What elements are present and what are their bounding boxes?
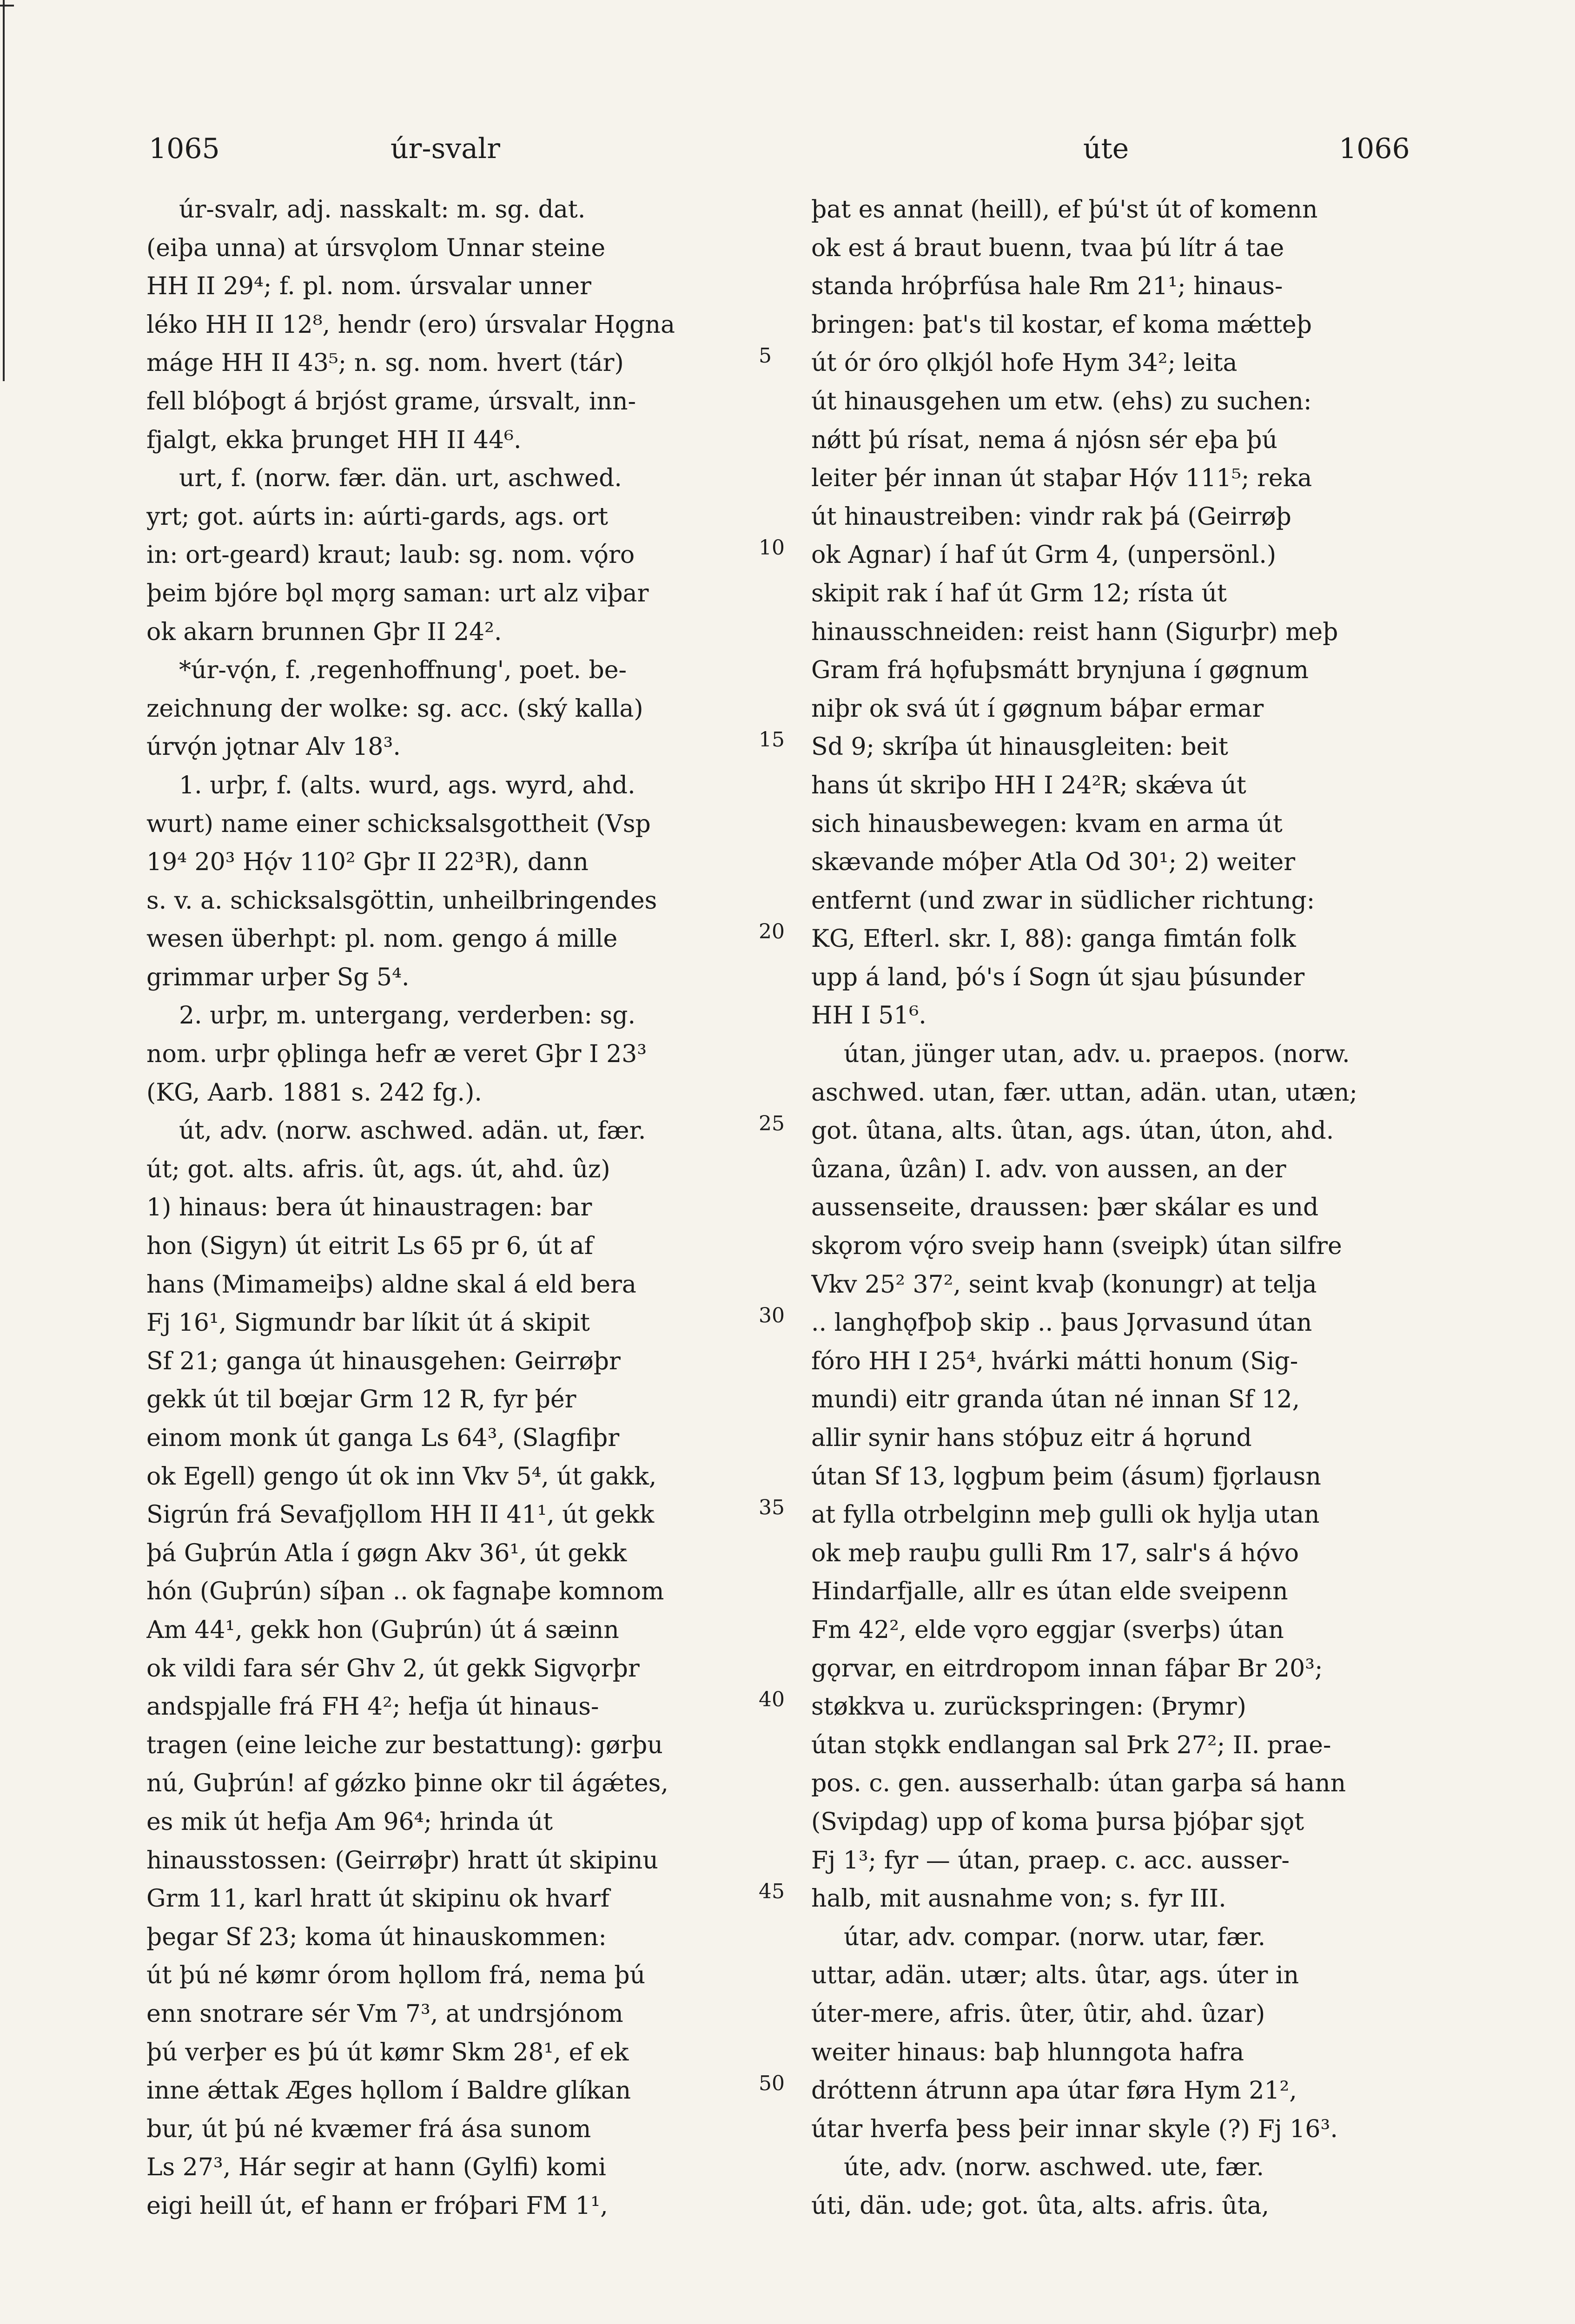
text-line: úrvǫ́n jǫtnar Alv 18³. bbox=[146, 733, 401, 761]
line-number: 20 bbox=[759, 920, 785, 944]
right-page-number: 1066 bbox=[1339, 132, 1410, 165]
text-line: Hindarfjalle, allr es útan elde sveipenn bbox=[811, 1578, 1288, 1606]
text-line: mundi) eitr granda útan né innan Sf 12, bbox=[811, 1386, 1300, 1414]
text-line: Sd 9; skríþa út hinausgleiten: beit bbox=[811, 733, 1228, 761]
text-line: ok vildi fara sér Ghv 2, út gekk Sigvǫrþr bbox=[146, 1654, 640, 1683]
text-line: Am 44¹, gekk hon (Guþrún) út á sæinn bbox=[146, 1616, 619, 1644]
text-line: út; got. alts. afris. ût, ags. út, ahd. ûz) bbox=[146, 1155, 610, 1183]
text-line: þat es annat (heill), ef þú'st út of komenn bbox=[811, 196, 1318, 224]
line-number: 35 bbox=[759, 1496, 785, 1520]
text-line: skipit rak í haf út Grm 12; rísta út bbox=[811, 579, 1227, 607]
text-line: útan, jünger utan, adv. u. praepos. (norw. bbox=[844, 1040, 1350, 1069]
text-line: fóro HH I 25⁴, hvárki mátti honum (Sig- bbox=[811, 1347, 1298, 1375]
text-line: got. ûtana, alts. ûtan, ags. útan, úton, ahd. bbox=[811, 1117, 1334, 1145]
text-line: yrt; got. aúrts in: aúrti-gards, ags. ort bbox=[146, 502, 609, 531]
text-line: (Svipdag) upp of koma þursa þjóþar sjǫt bbox=[811, 1808, 1304, 1836]
text-line: .. langhǫfþoþ skip .. þaus Jǫrvasund útan bbox=[811, 1309, 1312, 1337]
text-line: 2. urþr, m. untergang, verderben: sg. bbox=[179, 1002, 636, 1030]
text-line: úte, adv. (norw. aschwed. ute, fær. bbox=[844, 2153, 1264, 2182]
text-line: bringen: þat's til kostar, ef koma mǽtteþ bbox=[811, 310, 1312, 339]
text-line: leiter þér innan út staþar Hǫ́v 111⁵; reka bbox=[811, 464, 1312, 493]
text-line: ûzana, ûzân) I. adv. von aussen, an der bbox=[811, 1155, 1286, 1183]
text-line: þá Guþrún Atla í gøgn Akv 36¹, út gekk bbox=[146, 1539, 627, 1567]
text-line: at fylla otrbelginn meþ gulli ok hylja utan bbox=[811, 1501, 1320, 1529]
page-edge-mark bbox=[3, 0, 5, 381]
text-line: es mik út hefja Am 96⁴; hrinda út bbox=[146, 1808, 553, 1836]
text-line: léko HH II 12⁸, hendr (ero) úrsvalar Hǫgna bbox=[146, 310, 675, 339]
text-line: halb, mit ausnahme von; s. fyr III. bbox=[811, 1885, 1226, 1913]
text-line: (KG, Aarb. 1881 s. 242 fg.). bbox=[146, 1078, 482, 1107]
text-line: út hinaustreiben: vindr rak þá (Geirrøþ bbox=[811, 502, 1291, 531]
text-line: 19⁴ 20³ Hǫ́v 110² Gþr II 22³R), dann bbox=[146, 848, 589, 877]
text-line: 1. urþr, f. (alts. wurd, ags. wyrd, ahd. bbox=[179, 771, 635, 799]
text-line: útar hverfa þess þeir innar skyle (?) Fj 16³. bbox=[811, 2115, 1338, 2143]
text-line: Sigrún frá Sevafjǫllom HH II 41¹, út gekk bbox=[146, 1501, 655, 1529]
text-line: hón (Guþrún) síþan .. ok fagnaþe komnom bbox=[146, 1578, 664, 1606]
line-number: 15 bbox=[759, 728, 785, 752]
text-line: Vkv 25² 37², seint kvaþ (konungr) at telja bbox=[811, 1270, 1317, 1299]
text-line: in: ort-geard) kraut; laub: sg. nom. vǫ́ro bbox=[146, 541, 635, 569]
line-number: 5 bbox=[759, 344, 772, 368]
text-line: grimmar urþer Sg 5⁴. bbox=[146, 963, 410, 991]
text-line: allir synir hans stóþuz eitr á hǫrund bbox=[811, 1424, 1252, 1452]
text-line: nǿtt þú rísat, nema á njósn sér eþa þú bbox=[811, 426, 1278, 454]
text-line: úter-mere, afris. ûter, ûtir, ahd. ûzar) bbox=[811, 2000, 1265, 2028]
line-number: 25 bbox=[759, 1112, 785, 1136]
text-line: andspjalle frá FH 4²; hefja út hinaus- bbox=[146, 1693, 599, 1721]
text-line: urt, f. (norw. fær. dän. urt, aschwed. bbox=[179, 464, 622, 493]
left-column bbox=[146, 191, 755, 2225]
text-line: Sf 21; ganga út hinausgehen: Geirrøþr bbox=[146, 1347, 621, 1375]
text-line: inne ǽttak Æges hǫllom í Baldre glíkan bbox=[146, 2077, 631, 2105]
text-line: skævande móþer Atla Od 30¹; 2) weiter bbox=[811, 848, 1296, 877]
left-page-number: 1065 bbox=[149, 132, 220, 165]
text-line: út, adv. (norw. aschwed. adän. ut, fær. bbox=[179, 1117, 646, 1145]
text-line: fjalgt, ekka þrunget HH II 44⁶. bbox=[146, 426, 522, 454]
text-line: upp á land, þó's í Sogn út sjau þúsunder bbox=[811, 963, 1305, 991]
text-line: ok akarn brunnen Gþr II 24². bbox=[146, 618, 502, 646]
right-column bbox=[811, 191, 1420, 2225]
text-line: HH II 29⁴; f. pl. nom. úrsvalar unner bbox=[146, 272, 592, 301]
text-line: bur, út þú né kvæmer frá ása sunom bbox=[146, 2115, 591, 2143]
text-line: ok meþ rauþu gulli Rm 17, salr's á hǫ́vo bbox=[811, 1539, 1299, 1567]
text-line: uttar, adän. utær; alts. ûtar, ags. úter in bbox=[811, 1961, 1299, 1990]
text-line: nú, Guþrún! af gǿzko þinne okr til ágǽtes, bbox=[146, 1769, 668, 1798]
text-line: skǫrom vǫ́ro sveip hann (sveipk) útan silfre bbox=[811, 1232, 1342, 1261]
text-line: wesen überhpt: pl. nom. gengo á mille bbox=[146, 925, 618, 953]
text-line: þeim bjóre bǫl mǫrg saman: urt alz viþar bbox=[146, 579, 649, 607]
text-line: dróttenn átrunn apa útar føra Hym 21², bbox=[811, 2077, 1297, 2105]
text-line: hinausstossen: (Geirrøþr) hratt út skipinu bbox=[146, 1846, 658, 1875]
text-line: hon (Sigyn) út eitrit Ls 65 pr 6, út af bbox=[146, 1232, 593, 1261]
text-line: (eiþa unna) at úrsvǫlom Unnar steine bbox=[146, 234, 606, 262]
text-line: *úr-vǫ́n, f. ‚regenhoffnung', poet. be- bbox=[179, 656, 627, 685]
text-line: úr-svalr, adj. nasskalt: m. sg. dat. bbox=[179, 196, 586, 224]
page-edge-tick bbox=[0, 5, 14, 7]
text-line: sich hinausbewegen: kvam en arma út bbox=[811, 810, 1283, 838]
text-line: út þú né kømr órom hǫllom frá, nema þú bbox=[146, 1961, 646, 1990]
text-line: niþr ok svá út í gøgnum báþar ermar bbox=[811, 694, 1264, 723]
text-line: útar, adv. compar. (norw. utar, fær. bbox=[844, 1923, 1266, 1951]
text-line: entfernt (und zwar in südlicher richtung: bbox=[811, 886, 1315, 915]
text-line: aschwed. utan, fær. uttan, adän. utan, utæn; bbox=[811, 1078, 1358, 1107]
line-number: 30 bbox=[759, 1304, 785, 1328]
text-line: HH I 51⁶. bbox=[811, 1002, 926, 1030]
text-line: hans (Mimameiþs) aldne skal á eld bera bbox=[146, 1270, 636, 1299]
text-line: aussenseite, draussen: þær skálar es und bbox=[811, 1194, 1319, 1222]
text-line: tragen (eine leiche zur bestattung): gørþu bbox=[146, 1731, 663, 1759]
text-line: Fm 42², elde vǫro eggjar (sverþs) útan bbox=[811, 1616, 1284, 1644]
text-line: Gram frá hǫfuþsmátt brynjuna í gøgnum bbox=[811, 656, 1309, 685]
text-line: nom. urþr ǫþlinga hefr æ veret Gþr I 23³ bbox=[146, 1040, 647, 1069]
text-line: støkkva u. zurückspringen: (Þrymr) bbox=[811, 1693, 1246, 1721]
text-line: Ls 27³, Hár segir at hann (Gylfi) komi bbox=[146, 2153, 606, 2182]
line-number: 40 bbox=[759, 1688, 785, 1712]
text-line: útan Sf 13, lǫgþum þeim (ásum) fjǫrlausn bbox=[811, 1462, 1321, 1491]
text-line: wurt) name einer schicksalsgottheit (Vsp bbox=[146, 810, 651, 838]
text-line: fell blóþogt á brjóst grame, úrsvalt, inn- bbox=[146, 387, 636, 416]
text-line: standa hróþrfúsa hale Rm 21¹; hinaus- bbox=[811, 272, 1283, 301]
text-line: zeichnung der wolke: sg. acc. (ský kalla) bbox=[146, 694, 643, 723]
text-line: hinausschneiden: reist hann (Sigurþr) meþ bbox=[811, 618, 1338, 646]
text-line: ok Agnar) í haf út Grm 4, (unpersönl.) bbox=[811, 541, 1277, 569]
line-number: 50 bbox=[759, 2072, 785, 2096]
text-line: Fj 1³; fyr — útan, praep. c. acc. ausser- bbox=[811, 1846, 1290, 1875]
left-running-headword: úr-svalr bbox=[390, 132, 500, 165]
text-line: Grm 11, karl hratt út skipinu ok hvarf bbox=[146, 1885, 610, 1913]
text-line: gǫrvar, en eitrdropom innan fáþar Br 20³; bbox=[811, 1654, 1323, 1683]
text-line: þú verþer es þú út kømr Skm 28¹, ef ek bbox=[146, 2038, 629, 2067]
line-number: 45 bbox=[759, 1880, 785, 1904]
text-line: ok Egell) gengo út ok inn Vkv 5⁴, út gakk, bbox=[146, 1462, 657, 1491]
text-line: úti, dän. ude; got. ûta, alts. afris. ûta, bbox=[811, 2192, 1270, 2220]
text-line: hans út skriþo HH I 24²R; skǽva út bbox=[811, 771, 1246, 799]
text-line: enn snotrare sér Vm 7³, at undrsjónom bbox=[146, 2000, 623, 2028]
text-line: útan stǫkk endlangan sal Þrk 27²; II. prae- bbox=[811, 1731, 1331, 1759]
text-line: einom monk út ganga Ls 64³, (Slagfiþr bbox=[146, 1424, 620, 1452]
text-line: s. v. a. schicksalsgöttin, unheilbringendes bbox=[146, 886, 657, 915]
line-number: 10 bbox=[759, 536, 785, 560]
text-line: máge HH II 43⁵; n. sg. nom. hvert (tár) bbox=[146, 349, 624, 377]
text-line: 1) hinaus: bera út hinaustragen: bar bbox=[146, 1194, 592, 1222]
text-line: þegar Sf 23; koma út hinauskommen: bbox=[146, 1923, 607, 1951]
text-line: pos. c. gen. ausserhalb: útan garþa sá hann bbox=[811, 1769, 1346, 1798]
text-line: KG, Efterl. skr. I, 88): ganga fimtán folk bbox=[811, 925, 1296, 953]
text-line: gekk út til bœjar Grm 12 R, fyr þér bbox=[146, 1386, 576, 1414]
text-line: Fj 16¹, Sigmundr bar líkit út á skipit bbox=[146, 1309, 590, 1337]
text-line: ok est á braut buenn, tvaa þú lítr á tae bbox=[811, 234, 1284, 262]
text-line: weiter hinaus: baþ hlunngota hafra bbox=[811, 2038, 1244, 2067]
right-running-headword: úte bbox=[1083, 132, 1129, 165]
text-line: út hinausgehen um etw. (ehs) zu suchen: bbox=[811, 387, 1312, 416]
text-line: eigi heill út, ef hann er fróþari FM 1¹, bbox=[146, 2192, 608, 2220]
text-line: út ór óro ǫlkjól hofe Hym 34²; leita bbox=[811, 349, 1238, 377]
